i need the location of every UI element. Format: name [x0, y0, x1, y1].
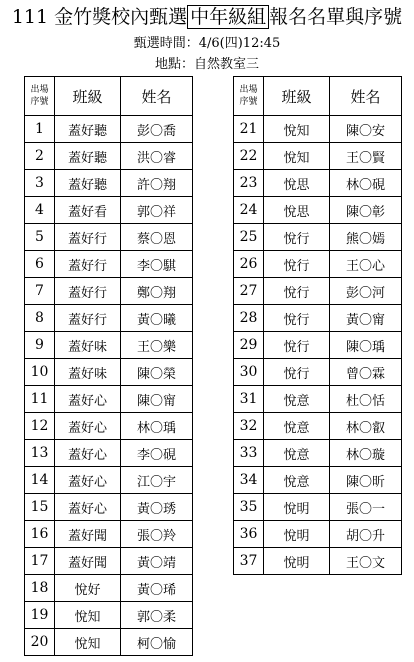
- seq-header: 出場 序號: [234, 77, 264, 116]
- name-cell: 黃〇琇: [121, 494, 193, 521]
- class-cell: 悅好: [55, 575, 121, 602]
- seq-number-cell: 35: [234, 494, 264, 521]
- class-cell: 悅明: [264, 494, 330, 521]
- seq-header: 出場 序號: [25, 77, 55, 116]
- table-row: [234, 413, 402, 440]
- seq-number-cell: 18: [25, 575, 55, 602]
- selection-location: 地點：自然教室三: [154, 57, 259, 72]
- seq-number-cell: 22: [234, 143, 264, 170]
- table-row: [25, 224, 193, 251]
- seq-number-cell: 29: [234, 332, 264, 359]
- name-cell: 江〇宇: [121, 467, 193, 494]
- name-cell: 林〇瑀: [121, 413, 193, 440]
- table-row: [234, 359, 402, 386]
- class-cell: 悅明: [264, 548, 330, 575]
- name-cell: 陳〇瑀: [330, 332, 402, 359]
- class-cell: 悅明: [264, 521, 330, 548]
- name-cell: 王〇文: [330, 548, 402, 575]
- seq-number-cell: 3: [25, 170, 55, 197]
- seq-number-cell: 7: [25, 278, 55, 305]
- roster-table-right: [233, 76, 402, 575]
- name-cell: 林〇硯: [330, 170, 402, 197]
- seq-number-cell: 30: [234, 359, 264, 386]
- name-cell: 柯〇愉: [121, 629, 193, 656]
- name-cell: 王〇樂: [121, 332, 193, 359]
- roster-table-left: [24, 76, 193, 656]
- seq-number-cell: 20: [25, 629, 55, 656]
- name-cell: 李〇硯: [121, 440, 193, 467]
- title-suffix: 報名名單與序號: [269, 6, 403, 28]
- name-cell: 洪〇睿: [121, 143, 193, 170]
- class-cell: 悅意: [264, 386, 330, 413]
- table-header-row: [234, 77, 402, 116]
- table-row: [234, 521, 402, 548]
- name-cell: 熊〇嫣: [330, 224, 402, 251]
- table-row: [25, 170, 193, 197]
- table-row: [234, 467, 402, 494]
- table-row: [25, 521, 193, 548]
- class-cell: 蓋好心: [55, 386, 121, 413]
- class-cell: 蓋好味: [55, 359, 121, 386]
- seq-number-cell: 2: [25, 143, 55, 170]
- class-cell: 蓋好行: [55, 251, 121, 278]
- seq-number-cell: 12: [25, 413, 55, 440]
- class-cell: 悅思: [264, 170, 330, 197]
- table-row: [25, 116, 193, 143]
- seq-number-cell: 36: [234, 521, 264, 548]
- name-cell: 黃〇甯: [330, 305, 402, 332]
- table-row: [25, 278, 193, 305]
- seq-number-cell: 13: [25, 440, 55, 467]
- table-row: [25, 440, 193, 467]
- class-cell: 蓋好聞: [55, 521, 121, 548]
- table-row: [25, 467, 193, 494]
- name-cell: 陳〇昕: [330, 467, 402, 494]
- name-header: 姓名: [330, 77, 402, 116]
- seq-number-cell: 24: [234, 197, 264, 224]
- table-row: [25, 494, 193, 521]
- selection-time: 甄選時間：4/6(四)12:45: [133, 36, 281, 51]
- seq-number-cell: 21: [234, 116, 264, 143]
- name-cell: 許〇翔: [121, 170, 193, 197]
- table-row: [25, 251, 193, 278]
- class-cell: 悅意: [264, 413, 330, 440]
- table-row: [234, 548, 402, 575]
- seq-number-cell: 11: [25, 386, 55, 413]
- seq-number-cell: 26: [234, 251, 264, 278]
- name-cell: 蔡〇恩: [121, 224, 193, 251]
- seq-number-cell: 16: [25, 521, 55, 548]
- table-row: [234, 224, 402, 251]
- table-row: [234, 143, 402, 170]
- table-row: [25, 305, 193, 332]
- name-cell: 曾〇霖: [330, 359, 402, 386]
- class-cell: 悅意: [264, 467, 330, 494]
- name-cell: 胡〇升: [330, 521, 402, 548]
- class-cell: 悅行: [264, 278, 330, 305]
- seq-number-cell: 5: [25, 224, 55, 251]
- class-cell: 蓋好聽: [55, 143, 121, 170]
- class-cell: 悅意: [264, 440, 330, 467]
- table-row: [25, 197, 193, 224]
- seq-number-cell: 37: [234, 548, 264, 575]
- seq-number-cell: 10: [25, 359, 55, 386]
- name-cell: 王〇賢: [330, 143, 402, 170]
- seq-number-cell: 28: [234, 305, 264, 332]
- class-header: 班級: [55, 77, 121, 116]
- class-cell: 蓋好心: [55, 494, 121, 521]
- seq-number-cell: 9: [25, 332, 55, 359]
- name-cell: 彭〇河: [330, 278, 402, 305]
- class-cell: 蓋好聞: [55, 548, 121, 575]
- table-row: [25, 143, 193, 170]
- name-cell: 林〇璇: [330, 440, 402, 467]
- table-row: [234, 332, 402, 359]
- page-title: [0, 4, 414, 30]
- name-cell: 郭〇柔: [121, 602, 193, 629]
- table-row: [234, 170, 402, 197]
- table-row: [234, 440, 402, 467]
- class-cell: 蓋好聽: [55, 116, 121, 143]
- class-cell: 悅行: [264, 359, 330, 386]
- class-cell: 蓋好行: [55, 224, 121, 251]
- seq-number-cell: 6: [25, 251, 55, 278]
- seq-number-cell: 32: [234, 413, 264, 440]
- class-header: 班級: [264, 77, 330, 116]
- class-cell: 蓋好心: [55, 440, 121, 467]
- name-cell: 杜〇恬: [330, 386, 402, 413]
- table-row: [25, 602, 193, 629]
- class-cell: 蓋好心: [55, 467, 121, 494]
- class-cell: 悅知: [55, 629, 121, 656]
- name-cell: 黃〇靖: [121, 548, 193, 575]
- name-cell: 黃〇曦: [121, 305, 193, 332]
- class-cell: 蓋好行: [55, 305, 121, 332]
- class-cell: 蓋好心: [55, 413, 121, 440]
- name-cell: 李〇騏: [121, 251, 193, 278]
- class-cell: 悅知: [55, 602, 121, 629]
- seq-number-cell: 31: [234, 386, 264, 413]
- class-cell: 悅思: [264, 197, 330, 224]
- seq-number-cell: 8: [25, 305, 55, 332]
- name-cell: 林〇叡: [330, 413, 402, 440]
- seq-number-cell: 4: [25, 197, 55, 224]
- class-cell: 悅行: [264, 332, 330, 359]
- class-cell: 悅行: [264, 251, 330, 278]
- table-row: [25, 413, 193, 440]
- seq-number-cell: 1: [25, 116, 55, 143]
- name-cell: 鄭〇翔: [121, 278, 193, 305]
- name-cell: 黃〇琋: [121, 575, 193, 602]
- name-cell: 彭〇喬: [121, 116, 193, 143]
- seq-number-cell: 27: [234, 278, 264, 305]
- class-cell: 悅行: [264, 305, 330, 332]
- seq-number-cell: 17: [25, 548, 55, 575]
- name-cell: 張〇羚: [121, 521, 193, 548]
- name-cell: 郭〇祥: [121, 197, 193, 224]
- table-row: [234, 305, 402, 332]
- table-row: [234, 116, 402, 143]
- table-row: [234, 278, 402, 305]
- seq-number-cell: 34: [234, 467, 264, 494]
- seq-number-cell: 33: [234, 440, 264, 467]
- table-row: [25, 359, 193, 386]
- class-cell: 悅知: [264, 143, 330, 170]
- table-row: [234, 251, 402, 278]
- name-cell: 陳〇安: [330, 116, 402, 143]
- class-cell: 蓋好聽: [55, 170, 121, 197]
- class-cell: 蓋好味: [55, 332, 121, 359]
- seq-number-cell: 25: [234, 224, 264, 251]
- table-row: [234, 197, 402, 224]
- class-cell: 悅行: [264, 224, 330, 251]
- table-row: [25, 548, 193, 575]
- class-cell: 悅知: [264, 116, 330, 143]
- seq-number-cell: 15: [25, 494, 55, 521]
- seq-number-cell: 19: [25, 602, 55, 629]
- table-row: [25, 332, 193, 359]
- seq-number-cell: 23: [234, 170, 264, 197]
- seq-number-cell: 14: [25, 467, 55, 494]
- class-cell: 蓋好看: [55, 197, 121, 224]
- title-prefix: 111 金竹獎校內甄選: [11, 6, 188, 28]
- table-row: [25, 386, 193, 413]
- name-cell: 張〇一: [330, 494, 402, 521]
- name-cell: 陳〇甯: [121, 386, 193, 413]
- name-cell: 王〇心: [330, 251, 402, 278]
- name-cell: 陳〇榮: [121, 359, 193, 386]
- class-cell: 蓋好行: [55, 278, 121, 305]
- table-row: [234, 386, 402, 413]
- name-cell: 陳〇彰: [330, 197, 402, 224]
- title-boxed-group: 中年級組: [187, 5, 269, 29]
- name-header: 姓名: [121, 77, 193, 116]
- table-row: [25, 575, 193, 602]
- table-row: [234, 494, 402, 521]
- table-header-row: [25, 77, 193, 116]
- table-row: [25, 629, 193, 656]
